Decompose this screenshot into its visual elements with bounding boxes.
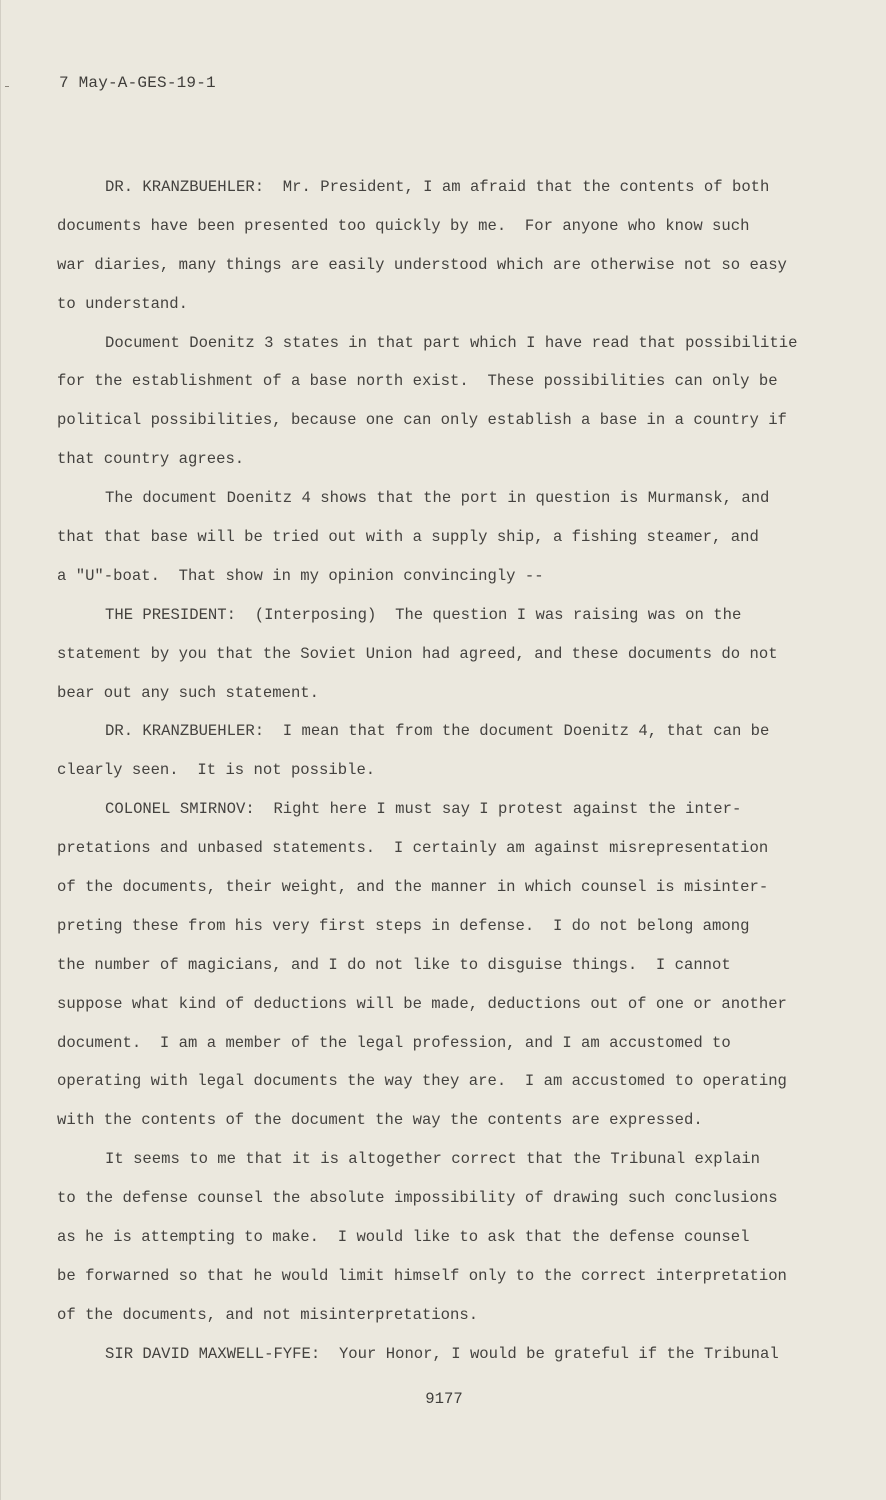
transcript-line: It seems to me that it is altogether correct that the Tribunal explain xyxy=(105,1150,761,1169)
transcript-line: THE PRESIDENT: (Interposing) The question I was raising was on the xyxy=(105,605,742,624)
transcript-line: a "U"-boat. That show in my opinion convincingly -- xyxy=(57,566,544,585)
transcript-line: DR. KRANZBUEHLER: Mr. President, I am afraid that the contents of both xyxy=(105,178,770,196)
transcript-line: for the establishment of a base north exist. These possibilities can only be xyxy=(57,372,778,391)
transcript-line: that country agrees. xyxy=(57,450,245,469)
transcript-line: of the documents, and not misinterpretations. xyxy=(57,1305,479,1324)
transcript-line: COLONEL SMIRNOV: Right here I must say I protest against the inter- xyxy=(105,800,742,819)
transcript-line: war diaries, many things are easily understood which are otherwise not so easy xyxy=(57,255,787,274)
transcript-line: with the contents of the document the way the contents are expressed. xyxy=(57,1111,703,1130)
transcript-line: of the documents, their weight, and the manner in which counsel is misinter- xyxy=(57,878,769,897)
margin-mark xyxy=(5,86,9,87)
document-reference: 7 May-A-GES-19-1 xyxy=(59,74,216,92)
transcript-line: as he is attempting to make. I would like to ask that the defense counsel xyxy=(57,1228,750,1247)
transcript-line: documents have been presented too quickly by me. For anyone who know such xyxy=(57,216,750,235)
transcript-line: to the defense counsel the absolute impossibility of drawing such conclusions xyxy=(57,1189,778,1208)
page-number: 9177 xyxy=(425,1390,463,1408)
transcript-line: Document Doenitz 3 states in that part which I have read that possibilitie xyxy=(105,333,798,352)
transcript-line: DR. KRANZBUEHLER: I mean that from the document Doenitz 4, that can be xyxy=(105,722,770,741)
transcript-line: statement by you that the Soviet Union had agreed, and these documents do not xyxy=(57,644,778,663)
transcript-line: operating with legal documents the way they are. I am accustomed to operating xyxy=(57,1072,787,1091)
transcript-line: pretations and unbased statements. I certainly am against misrepresentation xyxy=(57,839,769,858)
transcript-line: suppose what kind of deductions will be made, deductions out of one or another xyxy=(57,994,787,1013)
transcript-line: document. I am a member of the legal profession, and I am accustomed to xyxy=(57,1033,731,1052)
transcript-line: preting these from his very first steps in defense. I do not belong among xyxy=(57,916,750,935)
transcript-line: the number of magicians, and I do not like to disguise things. I cannot xyxy=(57,955,731,974)
transcript-line: political possibilities, because one can only establish a base in a country if xyxy=(57,411,787,430)
transcript-line: bear out any such statement. xyxy=(57,683,320,702)
transcript-line: that that base will be tried out with a supply ship, a fishing steamer, and xyxy=(57,528,759,547)
transcript-body xyxy=(57,172,847,1378)
transcript-line: SIR DAVID MAXWELL-FYFE: Your Honor, I would be grateful if the Tribunal xyxy=(105,1344,779,1363)
transcript-line: The document Doenitz 4 shows that the port in question is Murmansk, and xyxy=(105,489,770,508)
transcript-line: clearly seen. It is not possible. xyxy=(57,761,376,780)
transcript-line: be forwarned so that he would limit himself only to the correct interpretation xyxy=(57,1266,787,1285)
transcript-line: to understand. xyxy=(57,294,189,313)
